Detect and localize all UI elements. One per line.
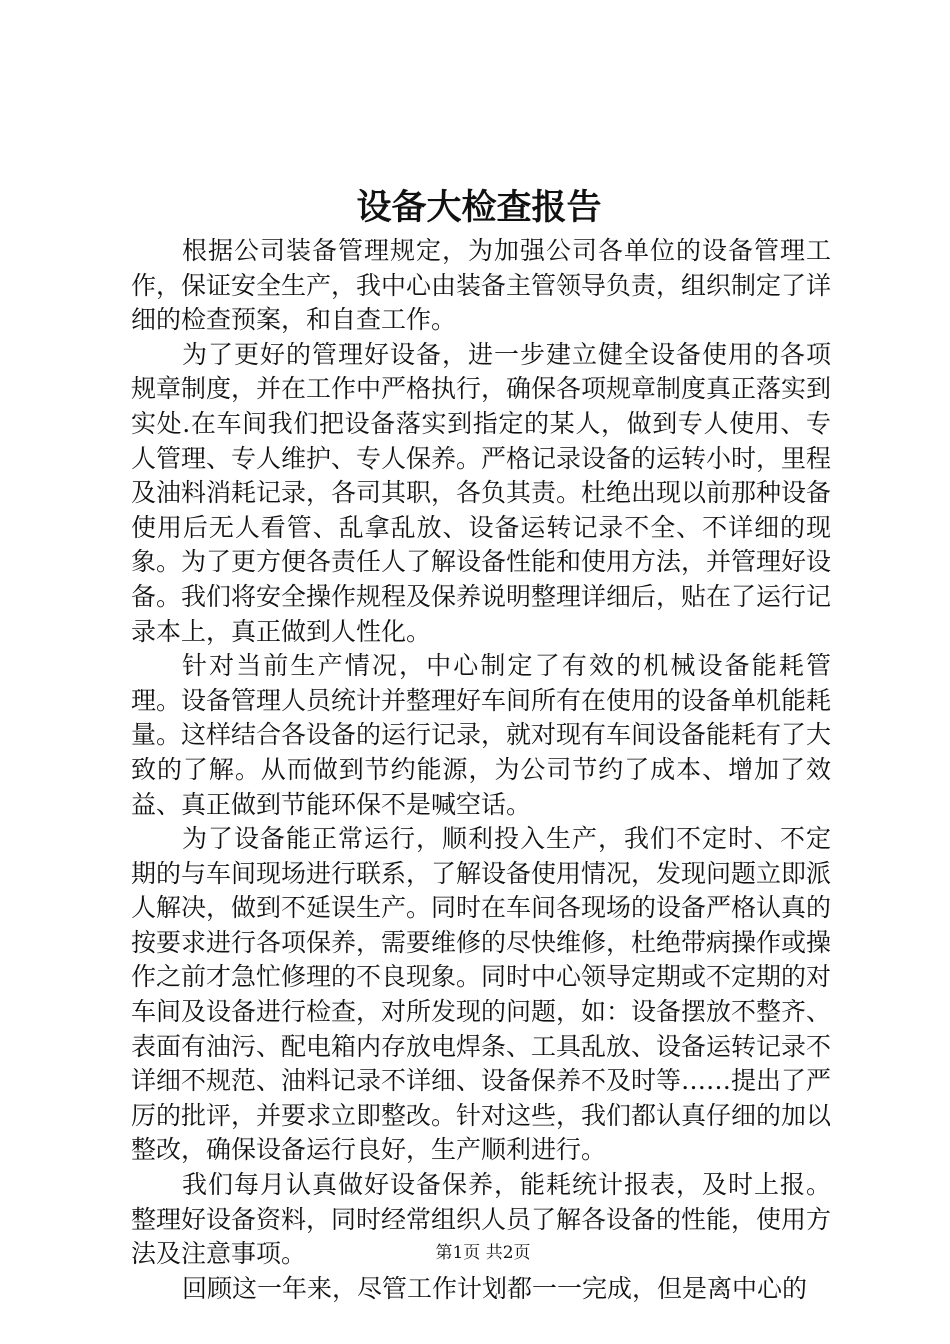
paragraph-5: 我们每月认真做好设备保养，能耗统计报表，及时上报。整理好设备资料，同时经常组织人员了解各设备的性能，使用方法及注意事项。: [131, 1170, 832, 1269]
paragraph-6: 回顾这一年来，尽管工作计划都一一完成，但是离中心的: [182, 1273, 808, 1303]
paragraph-2: 为了更好的管理好设备，进一步建立健全设备使用的各项规章制度，并在工作中严格执行，确保各项规章制度真正落实到实处.在车间我们把设备落实到指定的某人，做到专人使用、专人管理、专人维护、专人保养。严格记录设备的运转小时，里程及油料消耗记录，各司其职，各负其责。杜绝出现以前那种设备使用后无人看管、乱拿乱放、设备运转记录不全、不详细的现象。为了更方便各责任人了解设备性能和使用方法，并管理好设备。我们将安全操作规程及保养说明整理详细后，贴在了运行记录本上，真正做到人性化。: [131, 339, 832, 646]
document-body: [131, 234, 831, 1306]
paragraph-3: 针对当前生产情况，中心制定了有效的机械设备能耗管理。设备管理人员统计并整理好车间所有在使用的设备单机能耗量。这样结合各设备的运行记录，就对现有车间设备能耗有了大致的了解。从而做到节约能源，为公司节约了成本、增加了效益、真正做到节能环保不是喊空话。: [131, 651, 832, 819]
paragraph-1: 根据公司装备管理规定，为加强公司各单位的设备管理工作，保证安全生产，我中心由装备主管领导负责，组织制定了详细的检查预案，和自查工作。: [131, 236, 832, 335]
page-footer: 第1页 共2页: [435, 1243, 531, 1263]
document-title: 设备大检查报告: [356, 188, 602, 228]
paragraph-4: 为了设备能正常运行，顺利投入生产，我们不定时、不定期的与车间现场进行联系，了解设备使用情况，发现问题立即派人解决，做到不延误生产。同时在车间各现场的设备严格认真的按要求进行各项保养，需要维修的尽快维修，杜绝带病操作或操作之前才急忙修理的不良现象。同时中心领导定期或不定期的对车间及设备进行检查，对所发现的问题，如：设备摆放不整齐、表面有油污、配电箱内存放电焊条、工具乱放、设备运转记录不详细不规范、油料记录不详细、设备保养不及时等……提出了严厉的批评，并要求立即整改。针对这些，我们都认真仔细的加以整改，确保设备运行良好，生产顺利进行。: [131, 824, 832, 1165]
